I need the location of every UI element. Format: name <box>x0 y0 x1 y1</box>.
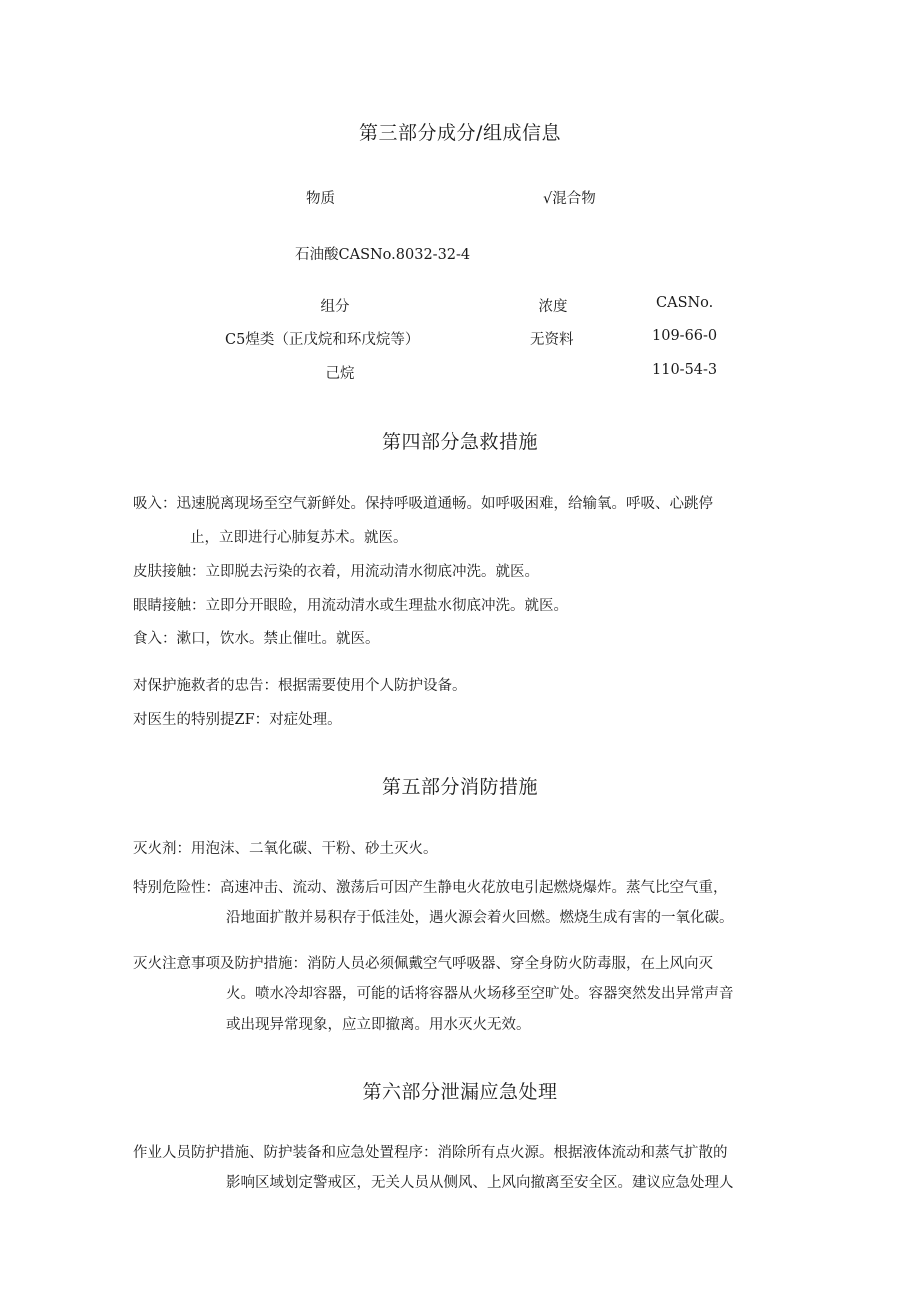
table-header-cas: CASNo. <box>656 295 714 311</box>
table-row-component: C5煌类（正戊烷和环戊烷等） <box>225 332 420 348</box>
section6-title: 第六部分泄漏应急处理 <box>362 1081 558 1103</box>
table-header-concentration: 浓度 <box>538 299 568 315</box>
extinguishing-agent-text: 灭火剂：用泡沫、二氧化碳、干粉、砂土灭火。 <box>133 841 438 857</box>
special-hazard-text: 特别危险性：高速冲击、流动、激荡后可因产生静电火花放电引起燃烧爆炸。蒸气比空气重， <box>133 880 728 896</box>
table-row-component: 己烷 <box>325 366 355 382</box>
doctor-advice-text: 对医生的特别提ZF：对症处理。 <box>133 712 342 728</box>
mixture-label: √混合物 <box>543 191 596 207</box>
table-row-concentration: 无资料 <box>530 332 574 348</box>
skin-contact-text: 皮肤接触：立即脱去污染的衣着，用流动清水彻底冲洗。就医。 <box>133 564 539 580</box>
table-row-cas: 109-66-0 <box>652 328 718 344</box>
table-row-cas: 110-54-3 <box>652 362 718 378</box>
section4-title: 第四部分急救措施 <box>381 431 538 453</box>
inhalation-text-cont: 止，立即进行心肺复苏术。就医。 <box>190 530 408 546</box>
leak-procedure-text-cont: 影响区域划定警戒区，无关人员从侧风、上风向撤离至安全区。建议应急处理人 <box>226 1175 734 1191</box>
substance-label: 物质 <box>306 191 335 207</box>
section3-title: 第三部分成分/组成信息 <box>359 122 561 144</box>
firefighting-precautions-text-cont: 或出现异常现象，应立即撤离。用水灭火无效。 <box>226 1017 531 1033</box>
firefighting-precautions-text: 灭火注意事项及防护措施：消防人员必须佩戴空气呼吸器、穿全身防火防毒服，在上风向灭 <box>133 956 713 972</box>
ingestion-text: 食入：漱口，饮水。禁止催吐。就医。 <box>133 631 380 647</box>
special-hazard-text-cont: 沿地面扩散并易积存于低洼处，遇火源会着火回燃。燃烧生成有害的一氧化碳。 <box>226 910 734 926</box>
cas-line: 石油酸CASNo.8032-32-4 <box>295 247 471 263</box>
section5-title: 第五部分消防措施 <box>381 776 538 798</box>
eye-contact-text: 眼睛接触：立即分开眼睑，用流动清水或生理盐水彻底冲洗。就医。 <box>133 598 568 614</box>
leak-procedure-text: 作业人员防护措施、防护装备和应急处置程序：消除所有点火源。根据液体流动和蒸气扩散的 <box>133 1145 728 1161</box>
table-header-component: 组分 <box>320 299 350 315</box>
inhalation-text: 吸入：迅速脱离现场至空气新鲜处。保持呼吸道通畅。如呼吸困难，给输氧。呼吸、心跳停 <box>133 496 713 512</box>
firefighting-precautions-text-cont: 火。喷水冷却容器，可能的话将容器从火场移至空旷处。容器突然发出异常声音 <box>226 986 734 1002</box>
rescuer-advice-text: 对保护施救者的忠告：根据需要使用个人防护设备。 <box>133 678 467 694</box>
